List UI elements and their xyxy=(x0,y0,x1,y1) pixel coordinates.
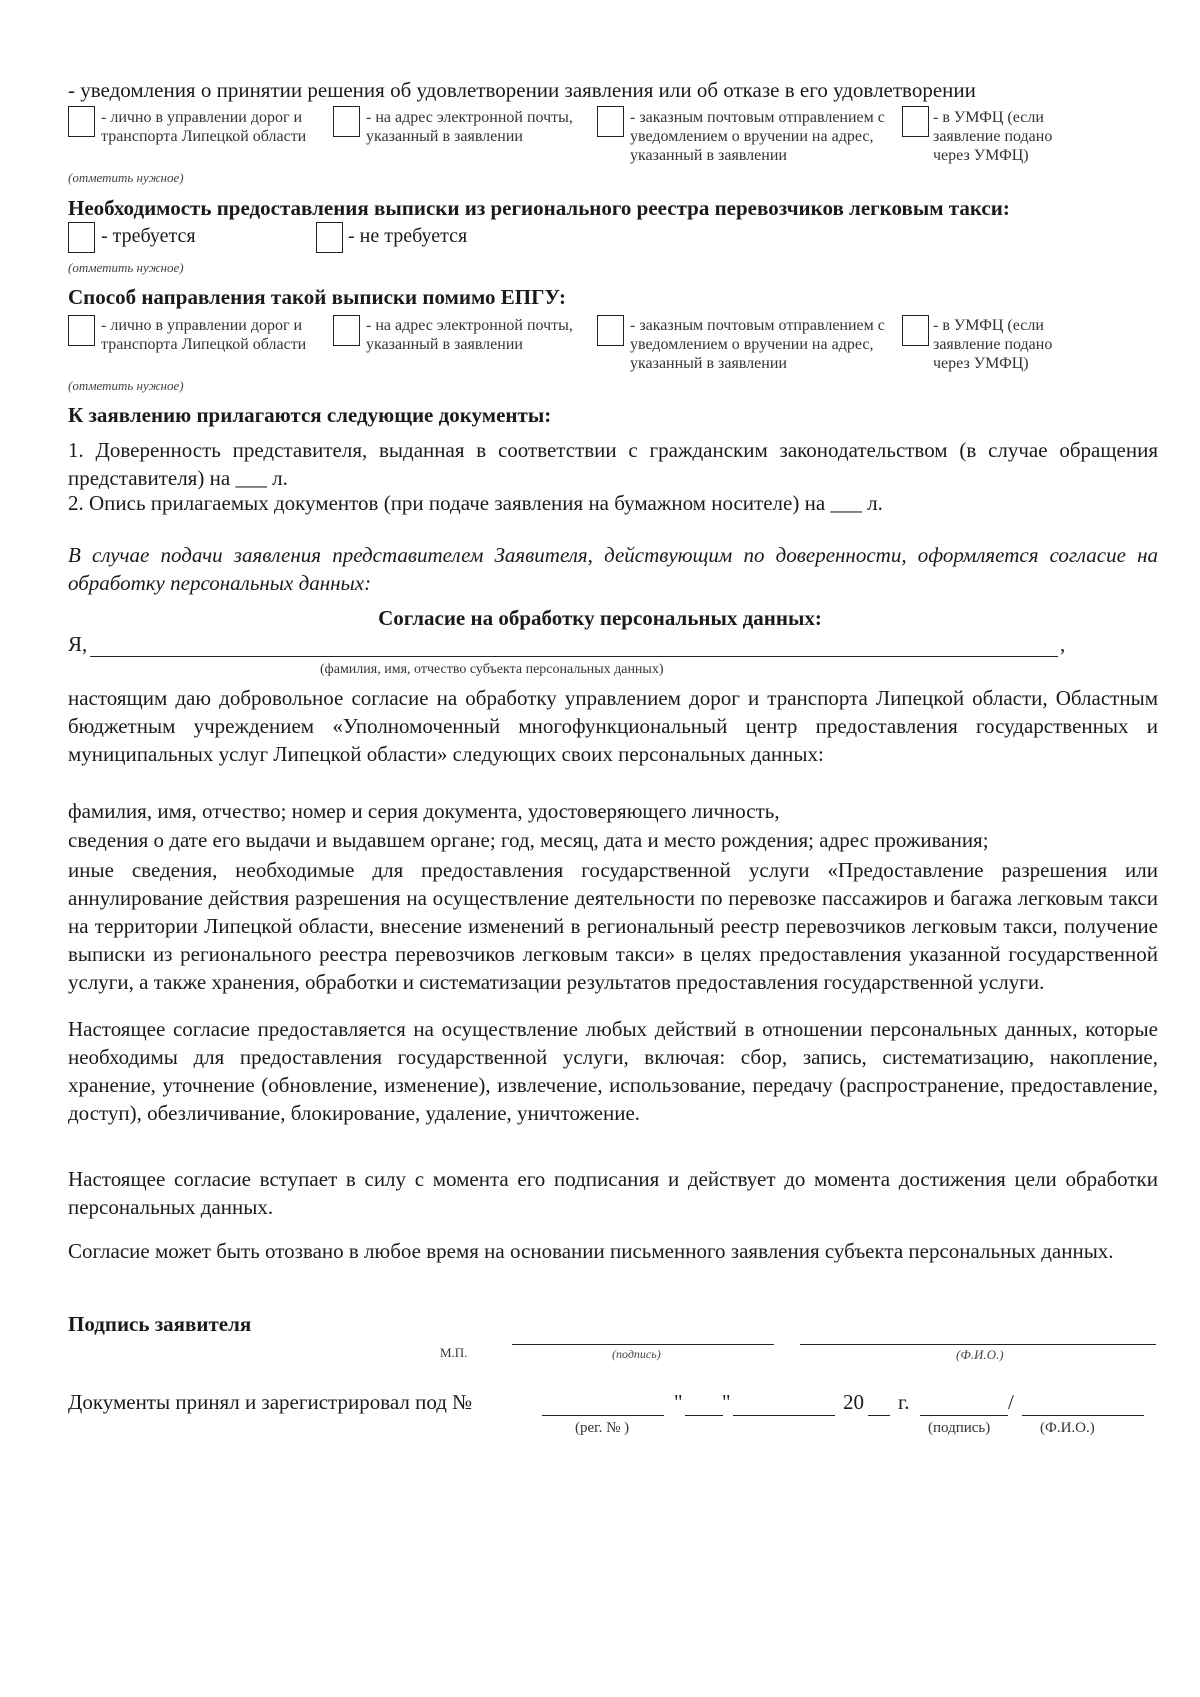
signature-fio-caption: (Ф.И.О.) xyxy=(956,1347,1004,1362)
notify-option-1-label: - лично в управлении дорог и транспорта Липецкой области xyxy=(101,109,307,145)
extract-method-option-1-label: - лично в управлении дорог и транспорта Липецкой области xyxy=(101,317,307,353)
registration-year-prefix: 20 xyxy=(843,1390,864,1414)
stamp-mp: М.П. xyxy=(440,1345,468,1360)
consent-paragraph-3: сведения о дате его выдачи и выдавшем органе; год, месяц, дата и место рождения; адрес проживания; xyxy=(68,828,989,852)
notify-option-4-label: - в УМФЦ (если заявление подано через УМФЦ) xyxy=(933,109,1053,164)
registration-quote-open: " xyxy=(674,1390,683,1414)
signature-sign-line[interactable] xyxy=(512,1344,774,1345)
extract-method-option-2-label: - на адрес электронной почты, указанный в заявлении xyxy=(366,317,573,353)
notify-option-3-label: - заказным почтовым отправлением с уведомлением о вручении на адрес, указанный в заявлении xyxy=(630,109,885,164)
consent-i-prefix: Я, xyxy=(68,632,88,656)
signature-fio-line[interactable] xyxy=(800,1344,1156,1345)
extract-method-option-1-checkbox[interactable] xyxy=(68,315,95,346)
registration-fio-caption: (Ф.И.О.) xyxy=(1040,1420,1095,1436)
notify-hint: (отметить нужное) xyxy=(68,170,184,185)
registration-sign-caption: (подпись) xyxy=(928,1420,991,1436)
extract-method-option-3-label: - заказным почтовым отправлением с уведомлением о вручении на адрес, указанный в заявлении xyxy=(630,317,885,372)
registration-text: Документы принял и зарегистрировал под № xyxy=(68,1390,473,1414)
consent-paragraph-5: Настоящее согласие предоставляется на осуществление любых действий в отношении персональных данных, которые необходимы для предоставления государственной услуги, включая: сбор, запись, систематизацию, накопление, хранение, уточнение (обновление, изменение), извлечение, использование, передачу (распространение, предоставление, доступ), обезличивание, блокирование, удаление, уничтожение. xyxy=(68,1017,1158,1125)
attachment-item-1: 1. Доверенность представителя, выданная в соответствии с гражданским законодательством (в случае обращения представителя) на ___ л. xyxy=(68,438,1158,490)
registration-number-line[interactable] xyxy=(542,1415,664,1416)
consent-heading: Согласие на обработку персональных данных: xyxy=(378,606,822,630)
representative-note: В случае подачи заявления представителем Заявителя, действующим по доверенности, оформляется согласие на обработку персональных данных: xyxy=(68,543,1158,595)
extract-method-heading: Способ направления такой выписки помимо ЕПГУ: xyxy=(68,285,567,309)
extract-method-hint: (отметить нужное) xyxy=(68,378,184,393)
registration-day-line[interactable] xyxy=(685,1415,723,1416)
attachments-heading: К заявлению прилагаются следующие документы: xyxy=(68,403,552,427)
extract-method-option-4-checkbox[interactable] xyxy=(902,315,929,346)
consent-paragraph-2: фамилия, имя, отчество; номер и серия документа, удостоверяющего личность, xyxy=(68,799,780,823)
consent-paragraph-6: Настоящее согласие вступает в силу с момента его подписания и действует до момента достижения цели обработки персональных данных. xyxy=(68,1167,1158,1219)
consent-paragraph-7: Согласие может быть отозвано в любое время на основании письменного заявления субъекта персональных данных. xyxy=(68,1239,1114,1263)
consent-paragraph-1: настоящим даю добровольное согласие на обработку управлением дорог и транспорта Липецкой области, Областным бюджетным учреждением «Уполномоченный многофункциональный центр предоставления государственных и муниципальных услуг Липецкой области» следующих своих персональных данных: xyxy=(68,686,1158,766)
registration-sign-line[interactable] xyxy=(920,1415,1008,1416)
extract-method-option-3-checkbox[interactable] xyxy=(597,315,624,346)
notify-option-2-label: - на адрес электронной почты, указанный в заявлении xyxy=(366,109,573,145)
signature-sign-caption: (подпись) xyxy=(612,1347,661,1361)
notify-option-1-checkbox[interactable] xyxy=(68,106,95,137)
extract-not-required-label: - не требуется xyxy=(348,225,468,247)
extract-method-option-2-checkbox[interactable] xyxy=(333,315,360,346)
registration-year-line[interactable] xyxy=(868,1415,890,1416)
extract-required-label: - требуется xyxy=(101,225,196,247)
registration-month-line[interactable] xyxy=(733,1415,835,1416)
notify-option-2-checkbox[interactable] xyxy=(333,106,360,137)
registration-fio-line[interactable] xyxy=(1022,1415,1144,1416)
attachment-item-2: 2. Опись прилагаемых документов (при подаче заявления на бумажном носителе) на ___ л. xyxy=(68,491,883,515)
extract-need-hint: (отметить нужное) xyxy=(68,260,184,275)
registration-quote-close: " xyxy=(722,1390,731,1414)
consent-fio-line[interactable] xyxy=(90,656,1058,657)
signature-label: Подпись заявителя xyxy=(68,1312,252,1336)
extract-required-checkbox[interactable] xyxy=(68,222,95,253)
consent-paragraph-4: иные сведения, необходимые для предоставления государственной услуги «Предоставление разрешения или аннулирование действия разрешения на осуществление деятельности по перевозке пассажиров и багажа легковым такси на территории Липецкой области, внесение изменений в региональный реестр перевозчиков легковым такси, получение выписки из регионального реестра перевозчиков легковым такси» в целях предоставления указанной государственной услуги, а также хранения, обработки и систематизации результатов предоставления государственной услуги. xyxy=(68,858,1158,994)
notify-option-3-checkbox[interactable] xyxy=(597,106,624,137)
notify-heading: - уведомления о принятии решения об удовлетворении заявления или об отказе в его удовлетворении xyxy=(68,78,976,102)
consent-i-suffix: , xyxy=(1060,632,1066,656)
registration-year-suffix: г. xyxy=(898,1390,910,1414)
consent-fio-caption: (фамилия, имя, отчество субъекта персональных данных) xyxy=(320,662,664,677)
registration-number-caption: (рег. № ) xyxy=(575,1420,630,1436)
notify-option-4-checkbox[interactable] xyxy=(902,106,929,137)
extract-need-heading: Необходимость предоставления выписки из регионального реестра перевозчиков легковым такси: xyxy=(68,196,1010,220)
extract-not-required-checkbox[interactable] xyxy=(316,222,343,253)
extract-method-option-4-label: - в УМФЦ (если заявление подано через УМФЦ) xyxy=(933,317,1053,372)
registration-slash: / xyxy=(1008,1390,1014,1414)
